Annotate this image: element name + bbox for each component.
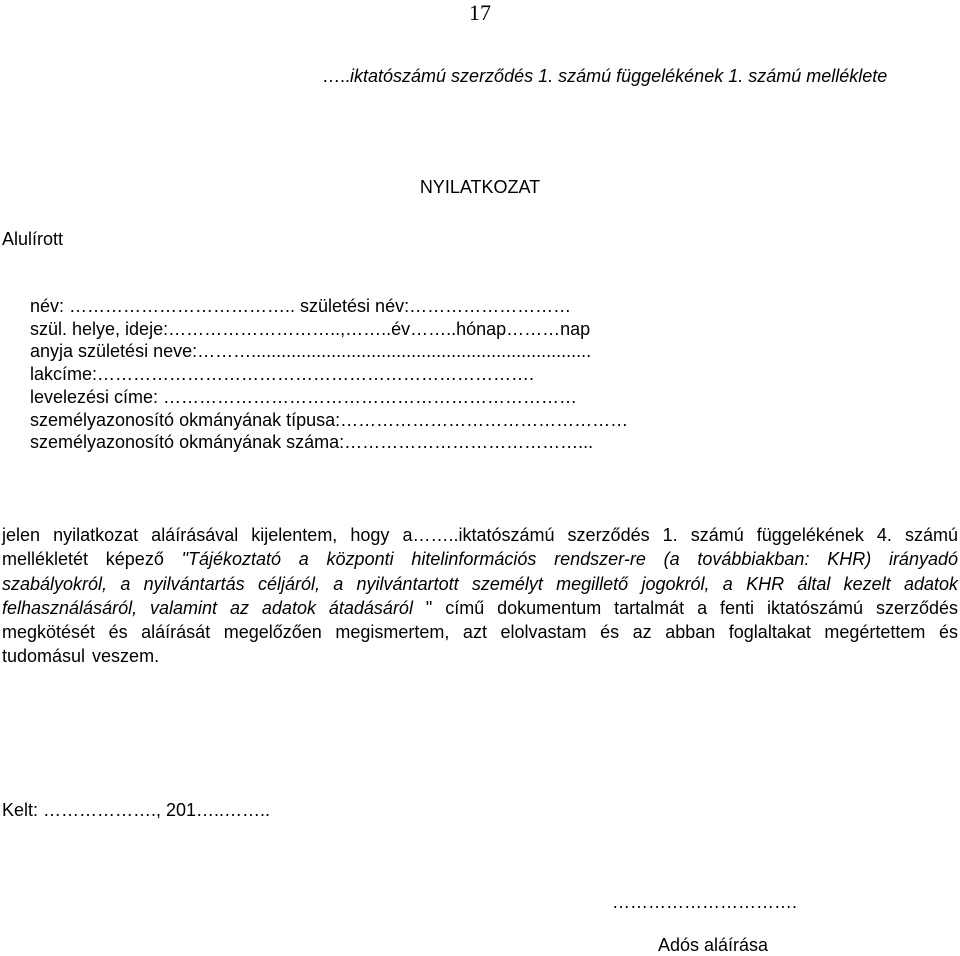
intro-text: Alulírott xyxy=(2,229,64,249)
declaration-document-title: "Tájékoztató a központi hitelinformációs rendszer-re (a továbbiakban: KHR) irányadó szabályokról, a nyilvántartás céljáról, a nyilvántartott személyt megillető jogokról, a KHR által kezelt adatok felhasználásáról, valamint az adatok átadásáról xyxy=(2,549,958,618)
declaration-part-3: " című dokumentum tartalmát a fenti iktatószámú szerződés megkötését és aláírását megelőzően megismertem, azt elolvastam és az abban foglaltakat megértettem és tudomásul veszem. xyxy=(2,597,958,667)
date-line: Kelt: ………………., 201…..…….. xyxy=(2,800,271,820)
field-address: lakcíme:………………………………………………………………. xyxy=(30,364,535,385)
document-heading: NYILATKOZAT xyxy=(419,177,541,197)
signature-line: …………………………. xyxy=(612,892,798,912)
field-birth-place-date: szül. helye, ideje:………………………..,……..év……..hónap………nap xyxy=(30,318,591,339)
declaration-part-1: jelen nyilatkozat aláírásával kijelentem, hogy a……..iktatószámú szerződés 1. számú függelékének 4. számú mellékletét képező xyxy=(2,525,958,570)
field-mother-name: anyja születési neve:……….................................................................... xyxy=(30,341,592,362)
field-name: név: ……………………………….. születési név:……………………… xyxy=(30,296,572,316)
personal-data-fields xyxy=(30,295,628,454)
field-id-number: személyazonosító okmányának száma:…………………………………... xyxy=(30,432,594,453)
subtitle-text: iktatószámú szerződés 1. számú függelékének 1. számú melléklete xyxy=(350,66,888,86)
field-id-type: személyazonosító okmányának típusa:………………………………………… xyxy=(30,409,629,430)
subtitle-prefix: ….. xyxy=(322,66,351,86)
declaration-paragraph xyxy=(2,523,958,669)
page-number: 17 xyxy=(469,0,491,25)
field-mailing-address: levelezési címe: …………………………………………………………… xyxy=(30,386,578,407)
signature-label: Adós aláírása xyxy=(658,935,769,955)
document-subtitle xyxy=(322,64,887,88)
